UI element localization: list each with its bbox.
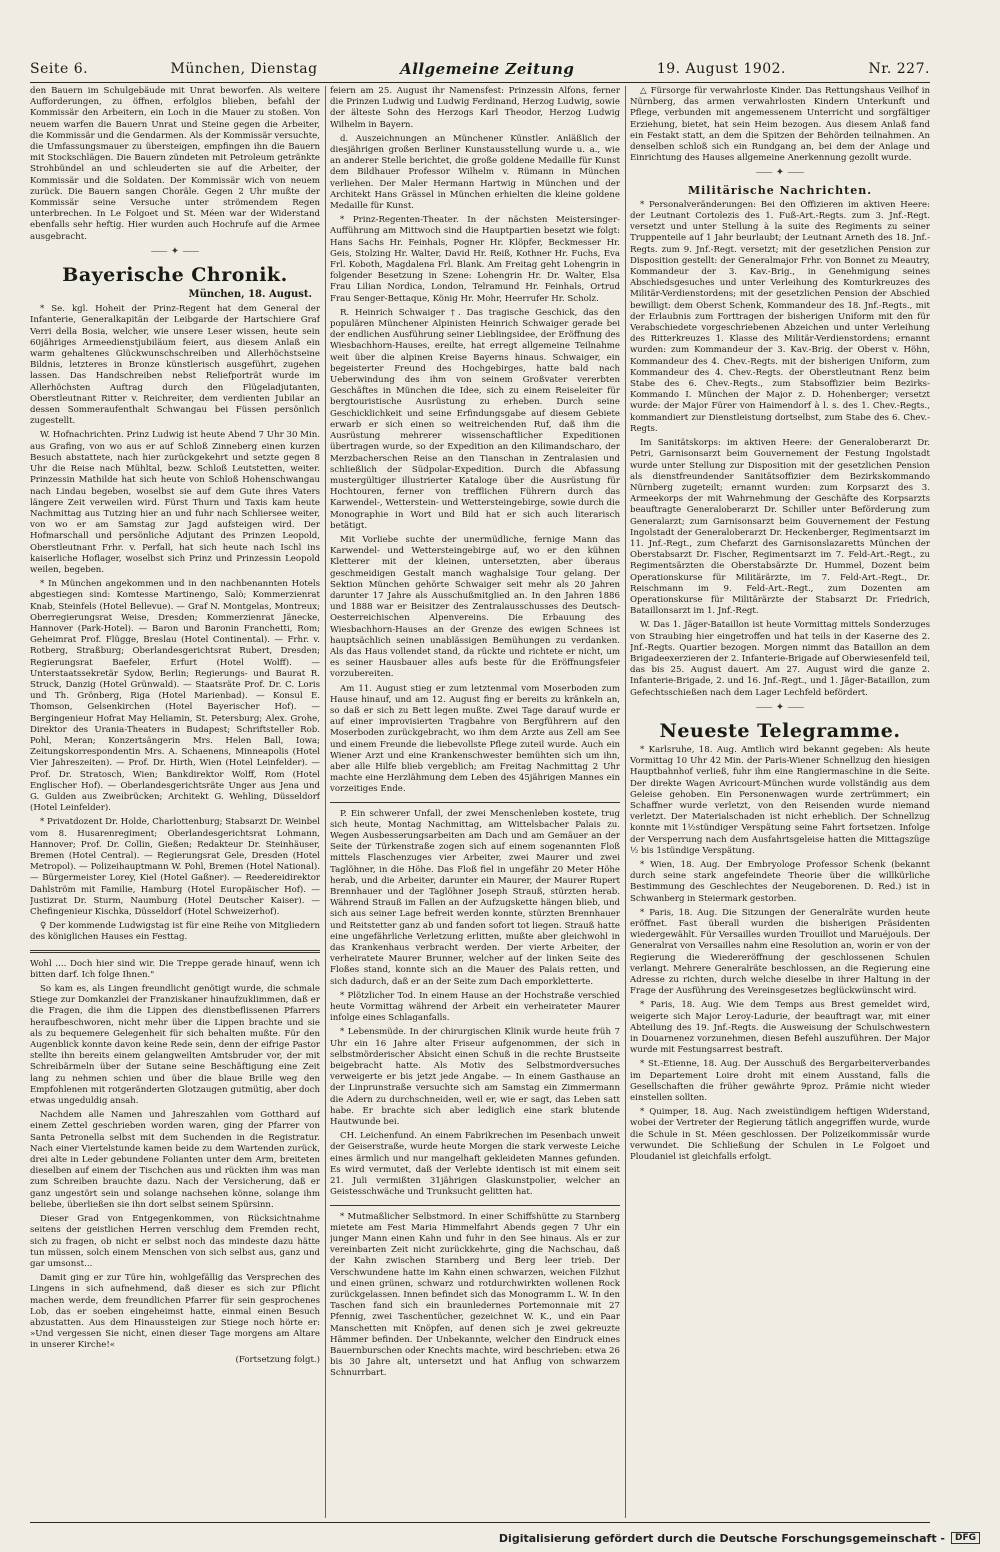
article-text: * Se. kgl. Hoheit der Prinz-Regent hat dem General der Infanterie, Generalkapitän der Leibgarde der Hartschiere Graf Verri della Bosia, welcher, wie unsere Leser wissen, heute sein 60jähriges Armeedienstjubiläum feiert, aus diesem Anlaß ein warm gehaltenes Glückwunschschreiben und Allerhöchstseine Bildnis, letzteres in Bronze künstlerisch ausgeführt, zugehen lassen. Das Handschreiben nebst Reliefporträt wurde im Allerhöchsten Auftrag durch den Flügeladjutanten, Oberstleutnant Ritter v. Reichreiter, dem verdienten Jubilar an dessen Sommeraufenthalt Schwangau bei Füssen persönlich zugestellt. [30, 304, 320, 427]
telegram-text: * St.-Etienne, 18. Aug. Der Ausschuß des Bergarbeiterverbandes im Departement Loire droht mit einem Ausstand, falls die Gesellschaften die früher gewährte 9proz. Prämie nicht wieder einstellen sollten. [630, 1059, 930, 1104]
article-rule [330, 1205, 620, 1206]
article-text: * Privatdozent Dr. Holde, Charlottenburg; Stabsarzt Dr. Weinbel vom 8. Husarenregiment; Oberlandesgerichtsrat Lohmann, Hannover; Prof. Dr. Collin, Gießen; Redakteur Dr. Steinhäuser, Bremen (Hotel Central). — Regierungsrat Gele, Dresden (Hotel Metropol). — Polizeihauptmann W. Pohl, Bremen (Hotel National). — Bürgermeister Lorey, Kiel (Hotel Gaßner). — Reedereidirektor Dahlström mit Familie, Hamburg (Hotel Europäischer Hof). — Justizrat Dr. Sturm, Naumburg (Hotel Deutscher Kaiser). — Chefingenieur Kischka, Düsseldorf (Hotel Schweizerhof). [30, 817, 320, 918]
article-text: * Prinz-Regenten-Theater. In der nächsten Meistersinger-Aufführung am Mittwoch sind die Hauptpartien besetzt wie folgt: Hans Sachs Hr. Feinhals, Pogner Hr. Klöpfer, Beckmesser Hr. Geis, Stolzing Hr. Walter, David Hr. Reiß, Kothner Hr. Fuchs, Eva Frl. Koboth, Magdalena Frl. Blank. Am Freitag geht Lohengrin in folgender Besetzung in Szene: Lohengrin Hr. Dr. Walter, Elsa Frau Lilian Nordica, London, Telramund Hr. Feinhals, Ortrud Frau Senger-Bettaque, König Hr. Mohr, Heerrufer Hr. Scholz. [330, 215, 620, 304]
article-text: Im Sanitätskorps: im aktiven Heere: der Generaloberarzt Dr. Petri, Garnisonsarzt beim Gouvernement der Festung Ingolstadt wurde unter Stellung zur Disposition mit der gesetzlichen Pension als dienstfreundender Sanitätsoffizier dem Bezirkskommando Nürnberg zugeteilt; ernannt wurden: zum Korpsarzt des 3. Armeekorps der mit Wahrnehmung der Geschäfte des Korpsarzts beauftragte Generaloberarzt Dr. Schiller unter Beförderung zum Generalarzt; zum Garnisonsarzt beim Gouvernement der Festung Ingolstadt der Generaloberarzt Dr. Heckenberger, Regimentsarzt im 11. Jnf.-Regt., zum Chefarzt des Garnisonslazaretts München der Oberstabsarzt Dr. Fischer, Regimentsarzt im 7. Feld-Art.-Regt., zu Regimentsärzten die Oberstabsärzte Dr. Hummel, Dozent beim Operationskurse für Militärärzte, im 7. Feld-Art.-Regt., Dr. Reischmann im 9. Feld-Art.-Regt., zum Dozenten am Operationskurse für Militärärzte der Stabsarzt Dr. Friedrich, Bataillonsarzt im 1. Jnf.-Regt. [630, 438, 930, 617]
column-divider [325, 86, 326, 1518]
page-header [30, 58, 930, 80]
feuilleton-text: Wohl .... Doch hier sind wir. Die Treppe gerade hinauf, wenn ich bitten darf. Ich folge Ihnen." [30, 958, 320, 980]
article-text: * Personalveränderungen: Bei den Offizieren im aktiven Heere: der Leutnant Cortolezis des 1. Fuß-Art.-Regts. zum 3. Jnf.-Regt. versetzt und unter Stellung à la suite des Regiments zu seiner Truppenteile auf 1 Jahr beurlaubt; der Leutnant Arneth des 18. Jnf.-Regts. zum 9. Jnf.-Regt. versetzt; mit der gesetzlichen Pension zur Disposition gestellt: der Generalmajor Frhr. von Bonnet zu Meautry, Kommandeur der 3. Kav.-Brig., in Genehmigung seines Abschiedsgesuches und unter Verleihung des Komturkreuzes des Militär-Verdienstordens; mit der gesetzlichen Pension der Abschied bewilligt: dem Oberst Schenk, Kommandeur des 18. Jnf.-Regts., mit der Erlaubnis zum Forttragen der bisherigen Uniform mit den für Verabschiedete vorgeschriebenen Abzeichen und unter Verleihung des Ritterkreuzes 1. Klasse des Militär-Verdienstordens; ernannt wurden: zum Kommandeur der 3. Kav.-Brig. der Oberst v. Höhn, Kommandeur des 4. Chev.-Regts. mit der bisherigen Uniform, zum Kommandeur des 4. Chev.-Regts. der Oberstleutnant Renz beim Stabe des 6. Chev.-Regts., zum Stabsoffizier beim Bezirks-Kommando I. München der Major z. D. Hohenberger; versetzt wurde: der Major Fürer von Haimendorf à l. s. des 1. Chev.-Regts., kommandiert zur Dienstleistung dortselbst, zum Stabe des 6. Chev.-Regts. [630, 199, 930, 434]
column-divider [625, 86, 626, 1518]
dfg-logo: DFG [951, 1532, 980, 1544]
credit-text: Digitalisierung gefördert durch die Deutsche Forschungsgemeinschaft - [498, 1531, 945, 1545]
article-text: Mit Vorliebe suchte der unermüdliche, fernige Mann das Karwendel- und Wettersteingebirge auf, wo er den kühnen Kletterer mit der kleinen, untersetzten, aber überaus geschmeidigen Gestalt manch waghalsige Tour gelang. Der Sektion München gehörte Schwaiger seit mehr als 20 Jahren darunter 17 Jahre als Ausschußmitglied an. In den Jahren 1886 und 1888 war er Beisitzer des Zentralausschusses des Deutsch-Oesterreichischen Alpenvereins. Die Erbauung des Wiesbachhorn-Hauses an der Grenze des ewigen Schnees ist hauptsächlich seinen unablässigen Bemühungen zu verdanken. Als das Haus vollendet stand, da rückte und richtete er nicht, um es seiner Hausbauer alles aufs beste für die Eröffnungsfeier vorzubereiten. [330, 534, 620, 680]
telegram-text: * Wien, 18. Aug. Der Embryologe Professor Schenk (bekannt durch seine stark angefeindete Theorie über die willkürliche Bestimmung des Geschlechtes der Neugeborenen. D. Red.) ist in Schwanberg in Steiermark gestorben. [630, 860, 930, 904]
article-text: d. Auszeichnungen an Münchener Künstler. Anläßlich der diesjährigen großen Berliner Kunstausstellung wurde u. a., wie an anderer Stelle berichtet, die große goldene Medaille für Kunst dem Bildhauer Professor Wilhelm v. Rümann in München verliehen. Der Maler Hermann Hartwig in München und der Architekt Hans Grässel in München erhielten die kleine goldene Medaille für Kunst. [330, 133, 620, 212]
telegram-text: * Paris, 18. Aug. Wie dem Temps aus Brest gemeldet wird, weigerte sich Major Leroy-Ladurie, der beauftragt war, mit einer Abteilung des 19. Jnf.-Regts. die Ausweisung der Schulschwestern in Douarnenez vorzunehmen, diesen Befehl auszuführen. Der Major wurde mit Festungsarrest bestraft. [630, 1000, 930, 1056]
section-heading: Bayerische Chronik. [62, 264, 288, 287]
dateline: München, 18. August. [188, 289, 312, 301]
article-text: △ Fürsorge für verwahrloste Kinder. Das Rettungshaus Veilhof in Nürnberg, das armen verwahrlosten Kindern Unterkunft und Pflege, verbunden mit angemessenem Unterricht und sorgfältiger Erziehung, bietet, hat sein Heim bezogen. Aus diesem Anlaß fand ein Festakt statt, an dem die Spitzen der Behörden teilnahmen. An denselben schloß sich ein Rundgang an, bei dem der Anlage und Einrichtung des Hauses allgemeine Anerkennung gezollt wurde. [630, 86, 930, 164]
feuilleton-text: So kam es, als Lingen freundlicht genötigt wurde, die schmale Stiege zur Domkanzlei der Franziskaner hinaufzuklimmen, daß er die Fragen, die ihm die Lippen des dienstbeflissenen Pfarrers heraufbeschworen, nicht mehr über die Lippen brachte und sie als zu bequemere Gelegenheit für sich behalten mußte. Für den Augenblick konnte davon keine Rede sein, denn der eifrige Pastor stellte ihn bereits einem gelangweilten Amtsbruder vor, der mit Schreibärmeln über der Sutane seine Beschäftigung eine Zeit lang zu nehmen schien und über die blaue Brille weg den Empfohlenen mit rotgeränderten Glotzaugen gutmütig, aber doch etwas ungeduldig ansah. [30, 984, 320, 1107]
article-text: R. Heinrich Schwaiger †. Das tragische Geschick, das den populären Münchener Alpinisten Heinrich Schwaiger gerade bei der endlichen Ausführung seiner Lieblingsidee, der Eröffnung des Wiesbachhorn-Hauses, ereilte, hat erregt allgemeine Teilnahme weit über die alpinen Kreise Bayerns hinaus. Schwaiger, ein begeisterter Freund des Hochgebirges, hatte bald nach Ueberwindung des ihm von seinem Großvater vererbten Geschäftes in München die Idee, sich zu einem Reiseleiter für bergtouristische Ausrüstung zu erheben. Durch seine Geschicklichkeit und seine Erfindungsgabe auf diesem Gebiete erwarb er sich einen so weitreichenden Ruf, daß ihm die Ausrüstung mehrerer wissenschaftlicher Expeditionen übertragen wurde, so der Expedition an den Kilimandscharo, der Merzbacherschen Reise an den Tianschan in Zentralasien und schließlich der Südpolar-Expedition. Durch die Abfassung mustergültiger illustrierter Kataloge über die Ausrüstung für Hochtouren, ferner von trefflichen Führern durch das Karwendel-, Wetterstein- und Wettersteingebirge, sowie durch die Monographie in Wort und Bild hat er sich auch literarisch betätigt. [330, 307, 620, 531]
issue-number: Nr. 227. [868, 61, 930, 77]
continuation-note: (Fortsetzung folgt.) [235, 1354, 320, 1365]
feuilleton-text: Dieser Grad von Entgegenkommen, von Rücksichtnahme seitens der geistlichen Herren verschlug dem Fremden recht, sich zu fragen, ob nicht er selbst noch das mindeste dazu hätte tun müssen, solch einem Menschen von sich selbst aus, ganz und gar umsonst... [30, 1214, 320, 1269]
telegram-text: * Karlsruhe, 18. Aug. Amtlich wird bekannt gegeben: Als heute Vormittag 10 Uhr 42 Min. der Paris-Wiener Schnellzug den hiesigen Hauptbahnhof verließ, fuhr ihm eine Rangiermaschine in die Seite. Der direkte Wagen Avricourt-München wurde vollständig aus dem Geleise gehoben. Ein Personenwagen wurde zertrümmert; ein Schaffner wurde verletzt, von den Reisenden wurde niemand verletzt. Der Materialschaden ist nicht erheblich. Der Schnellzug konnte mit 1½stündiger Verspätung seine Fahrt fortsetzen. Infolge der Versperrung nach dem Ausfahrtsgeleise hatten die Mittagszüge ½ bis 1stündige Verspätung. [630, 744, 930, 856]
article-rule [330, 802, 620, 803]
article-text: Am 11. August stieg er zum letztenmal vom Moserboden zum Hause hinauf, und am 12. August fing er bereits zu kränkeln an, so daß er sich zu Bett legen mußte. Zwei Tage darauf wurde er auf einer improvisierten Tragbahre von Bergführern auf den Moserboden zurückgebracht, wo ihm dem Arzte aus Zell am See und einem Freunde die liebevollste Pflege zuteil wurde. Auch ein Wiener Arzt und eine Krankenschwester bemühten sich um ihn, aber alle Hilfe blieb vergeblich; am Freitag Nachmittag 2 Uhr machte eine Herzlähmung dem Leben des 45jährigen Mannes ein vorzeitiges Ende. [330, 683, 620, 795]
header-date: 19. August 1902. [656, 61, 786, 77]
article-text: CH. Leichenfund. An einem Fabrikrechen im Pesenbach unweit der Geiserstraße, wurde heute Morgen die stark verweste Leiche eines ärmlich und nur mangelhaft gekleideten Mannes gefunden. Es wird vermutet, daß der Verlebte identisch ist mit einem seit 21. Juli vermißten 31jährigen Glaskunstpolier, welcher an Geistesschwäche und Trunksucht gelitten hat. [330, 1131, 620, 1198]
article-text: W. Das 1. Jäger-Bataillon ist heute Vormittag mittels Sonderzuges von Straubing hier eingetroffen und hat teils in der Kaserne des 2. Jnf.-Regts. Quartier bezogen. Morgen nimmt das Bataillon an dem Brigadeexerzieren der 2. Infanterie-Brigade auf Oberwiesenfeld teil, das bis 25. August dauert. Am 27. August wird die ganze 2. Infanterie-Brigade, 2. und 16. Jnf.-Regt., und 1. Jäger-Bataillon, zum Gefechtsschießen nach dem Lager Lechfeld befördert. [630, 620, 930, 698]
telegram-text: * Quimper, 18. Aug. Nach zweistündigem heftigen Widerstand, wobei der Vertreter der Regierung tätlich angegriffen wurde, wurde die Schule in St. Méen geschlossen. Der Polizeikommissär wurde verwundet. Die Schließung der Schulen in Le Folgoet und Ploudaniel ist gleichfalls erfolgt. [630, 1107, 930, 1163]
column-1 [30, 86, 320, 1518]
column-2 [330, 86, 620, 1518]
section-heading: Neueste Telegramme. [659, 719, 901, 742]
newspaper-title: Allgemeine Zeitung [400, 60, 575, 78]
header-place-date: München, Dienstag [170, 61, 318, 77]
page-number: Seite 6. [30, 61, 89, 77]
header-rule [30, 82, 930, 83]
ornament-divider: ⸺ ✦ ⸺ [755, 701, 805, 713]
article-text: den Bauern im Schulgebäude mit Unrat beworfen. Als weitere Aufforderungen, zu öffnen, erfolglos blieben, befahl der Kommissär den Arbeitern, ein Loch in die Mauer zu stoßen. Von neuem warfen die Bauern Unrat und Steine gegen die Arbeiter, die Kommissär und die Gendarmen. Als der Kommissär versuchte, die Umfassungsmauer zu übersteigen, empfingen ihn die Bauern mit Stockschlägen. Die Bauern zündeten mit Petroleum getränkte Strohbündel an und schleuderten sie auf die Arbeiter, der Kommissär und die Soldaten. Der Kommissär wich von neuem zurück. Die Bauern sangen Choräle. Gegen 2 Uhr mußte der Kommissär seine Versuche unter strömendem Regen unterbrechen. In Le Folgoet und St. Méen war der Widerstand ebenfalls sehr heftig. Hier wurden auch Hochrufe auf die Armee ausgebracht. [30, 86, 320, 242]
article-text: feiern am 25. August ihr Namensfest: Prinzessin Alfons, ferner die Prinzen Ludwig und Ludwig Ferdinand, Herzog Ludwig, sowie der älteste Sohn des Herzogs Karl Theodor, Herzog Ludwig Wilhelm in Bayern. [330, 86, 620, 130]
article-text: W. Hofnachrichten. Prinz Ludwig ist heute Abend 7 Uhr 30 Min. aus Grafing, von wo aus er auf Schloß Zinneberg einen kurzen Besuch abstattete, nach hier zurückgekehrt und setzte gegen 8 Uhr die Reise nach Mühltal, bezw. Schloß Leutstetten, weiter. Prinzessin Mathilde hat sich heute von Schloß Hohenschwangau nach Lindau begeben, woselbst sie auf dem Gute ihres Vaters längere Zeit verweilen wird. Fürst Thurn und Taxis kam heute Nachmittag aus Tutzing hier an und fuhr nach Schliersee weiter, von wo er am Samstag zur Jagd aufsteigen wird. Der Hofmarschall und persönliche Adjutant des Prinzen Leopold, Oberstleutnant Frhr. v. Perfall, hat sich heute nach Ischl ins kaiserliche Hoflager, woselbst sich Prinz und Prinzessin Leopold weilen, begeben. [30, 430, 320, 575]
footer-rule [30, 1522, 930, 1523]
article-text: * In München angekommen und in den nachbenannten Hotels abgestiegen sind: Komtesse Martinengo, Salò; Kommerzienrat Knab, Steinfels (Hotel Bellevue). — Graf N. Montgelas, Montreux; Oberregierungsrat Weise, Dresden; Kommerzienrat Jänecke, Hannover (Park-Hotel). — Baron und Baronin Franchetti, Rom; Geheimrat Prof. Flügge, Breslau (Hotel Continental). — Frhr. v. Rotberg, Straßburg; Oberlandesgerichtsrat Rubert, Dresden; Regierungsrat Baefeler, Erfurt (Hotel Wolff). — Unterstaatssekretär Sydow, Berlin; Regierungs- und Baurat R. Struck, Danzig (Hotel Grünwald). — Staatsräte Prof. Dr. C. Loris und Th. Grönberg, Riga (Hotel Marienbad). — Konsul E. Thomson, Gelsenkirchen (Hotel Bayerischer Hof). — Bergingenieur Hofrat May Heliamin, St. Petersburg; Alex. Grohe, Direktor des Urania-Theaters in Budapest; Schriftsteller Rob. Pohl, Meran; Konzertsängerin Mrs. Helen Ball, Iowa; Zeitungskorrespondentin Mrs. A. Schaenens, Minneapolis (Hotel Vier Jahreszeiten). — Prof. Dr. Hirth, Wien (Hotel Leinfelder). — Prof. Dr. Stratosch, Wien; Bankdirektor Wolff, Rom (Hotel Englischer Hof). — Oberlandesgerichtsräte Unger aus Jena und G. Gulden aus Zweibrücken; Architekt G. Wehling, Düsseldorf (Hotel Leinfelder). [30, 579, 320, 814]
digitization-credit [499, 1528, 980, 1548]
ornament-divider: ⸺ ✦ ⸺ [150, 245, 200, 257]
telegram-text: * Paris, 18. Aug. Die Sitzungen der Generalräte wurden heute eröffnet. Fast überall wurden die bisherigen Präsidenten wiedergewählt. Für Versailles wurden Trouillot und Maruéjouls. Der Generalrat von Versailles nahm eine Resolution an, worin er von der Regierung die Wiedereröffnung der geschlossenen Schulen verlangt. Mehrere Generalräte beschlossen, an die Regierung eine Adresse zu richten, durch welche dieselbe in ihrer Haltung in der Frage der Ausführung des Vereinsgesetzes beglückwünscht wird. [630, 907, 930, 997]
feuilleton-text: Nachdem alle Namen und Jahreszahlen vom Gotthard auf einem Zettel geschrieben worden waren, ging der Pfarrer von Santa Petronella selbst mit dem Suchenden in die Registratur. Nach einer Viertelstunde kamen beide zu dem Wartenden zurück, drei alte in Leder gebundene Folianten unter dem Arm, breiteten dieselben auf einem der Tischchen aus und rückten ihm was man zum Schreiben brauchte dazu. Nach der Versicherung, daß er ganz ungestört sein und solange nachsehen könne, solange ihm beliebe, überließen sie ihn dort selbst seinem Spürsinn. [30, 1110, 320, 1210]
feuilleton-text: Damit ging er zur Türe hin, wohlgefällig das Versprechen des Lingens in sich aufnehmend, daß dieser es sich zur Pflicht machen werde, dem freundlichen Pfarrer für sein gesprochenes Lob, das er soeben eingeheimst hatte, einmal einen Besuch abzustatten. Aus dem Hinaussteigen zur Stiege noch hörte er: »Und vergessen Sie nicht, einen dieser Tage morgens am Altare in unserer Kirche!« [30, 1273, 320, 1351]
article-text: * Plötzlicher Tod. In einem Hause an der Hochstraße verschied heute Vormittag während der Arbeit ein verheirateter Maurer infolge eines Schlaganfalls. [330, 990, 620, 1024]
section-heading: Militärische Nachrichten. [687, 183, 873, 197]
article-text: ♀ Der kommende Ludwigstag ist für eine Reihe von Mitgliedern des königlichen Hauses ein Festtag. [30, 921, 320, 943]
article-text: P. Ein schwerer Unfall, der zwei Menschenleben kostete, trug sich heute, Montag Nachmittag, am Wittelsbacher Palais zu. Wegen Ausbesserungsarbeiten am Dach und am Gemäuer an der Seite der Türkenstraße zogen sich auf einem sogenannten Floß mittels Flaschenzuges vier Arbeiter, zwei Maurer und zwei Taglöhner, in die Höhe. Das Floß fiel in ungefähr 20 Meter Höhe herab, und die Arbeiter, darunter ein Maurer, der Maurer Rupert Brennhauer und der Taglöhner Joseph Strauß, stürzten herab. Während Strauß im Fallen an der Aufzugskette hängen blieb, und sich aus seiner Lage befreit werden konnte, stürzten Brennhauer und Reitstetter ganz ab und fanden sofort tot liegen. Strauß hatte eine ungefährliche Verletzung erlitten, mußte aber gleichwohl in das Krankenhaus verbracht werden. Der vierte Arbeiter, der verheiratete Maurer Brunner, welcher auf der linken Seite des Floßes stand, konnte sich an die Mauer des Palais retten, und sich dadurch, daß er an der Seite zum Dach emporkletterte. [330, 808, 620, 987]
column-3 [630, 86, 930, 1518]
article-text: * Mutmaßlicher Selbstmord. In einer Schiffshütte zu Starnberg mietete am Fest Maria Himmelfahrt Abends gegen 7 Uhr ein junger Mann einen Kahn und fuhr in den See hinaus. Als er zur vereinbarten Zeit nicht zurückkehrte, ging die Nachschau, daß der Kahn zwischen Starnberg und Berg leer trieb. Der Verschwundene hatte im Kahn einen schwarzen, weichen Filzhut und einen grünen, schwarz und rotdurchwirkten wollenen Rock zurückgelassen. Innen befindet sich das Monogramm L. W. In den Taschen fand sich ein braunledernes Portemonnaie mit 27 Pfennig, zwei Taschentücher, gezeichnet W. K., und ein Paar Manschetten mit Knöpfen, auf denen sich je zwei gekreuzte Hämmer befinden. Der Unbekannte, welcher den Eindruck eines Bauernburschen oder Knechts machte, wird beschrieben: etwa 26 bis 30 Jahre alt, untersetzt und hat Anflug von schwarzem Schnurrbart. [330, 1211, 620, 1379]
article-text: * Lebensmüde. In der chirurgischen Klinik wurde heute früh 7 Uhr ein 16 Jahre alter Friseur aufgenommen, der sich in selbstmörderischer Absicht einen Schuß in die rechte Brustseite beigebracht hatte. Als Motiv des Selbstmordversuches verweigerte er bis jetzt jede Angabe. — In einem Gasthause an der Linprunstraße versuchte sich am Samstag ein Zimmermann die Adern zu durchschneiden, weil er, wie er sagt, das Leben satt habe. Er brachte sich aber lediglich eine stark blutende Hautwunde bei. [330, 1027, 620, 1128]
ornament-divider: ⸺ ✦ ⸺ [755, 167, 805, 179]
feuilleton-rule [30, 950, 320, 953]
